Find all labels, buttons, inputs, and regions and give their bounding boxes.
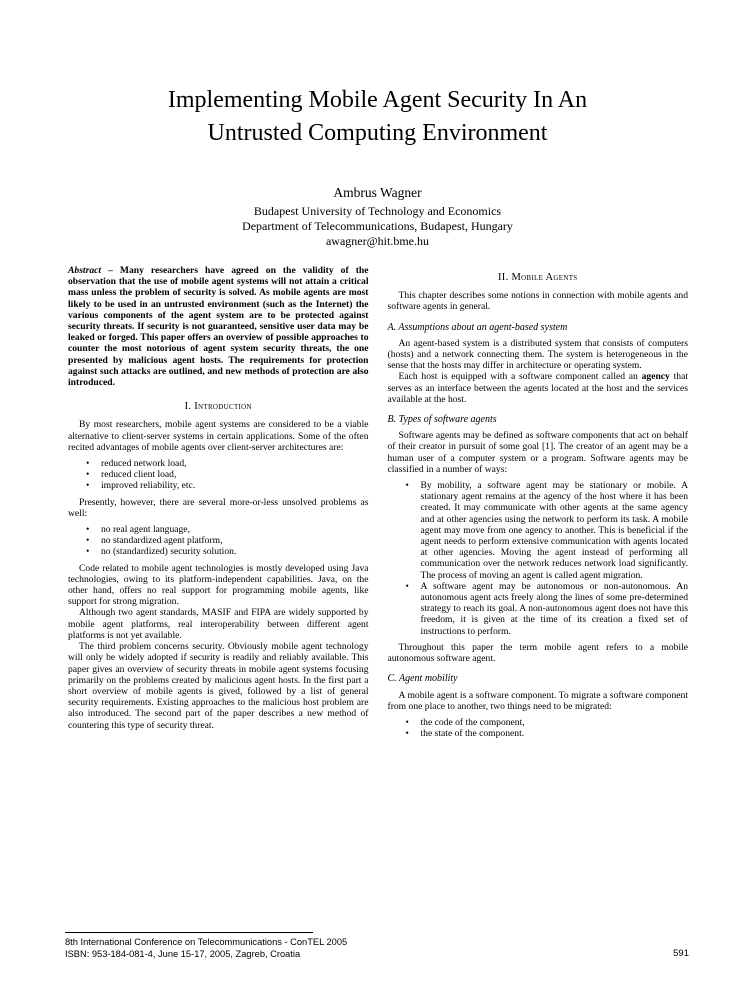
paper-title [0,84,755,150]
mobile-agents-paragraph-1: This chapter describes some notions in connection with mobile agents and software agents in general. [387,290,688,313]
subsection-b-paragraph-2: Throughout this paper the term mobile agent refers to a mobile autonomous software agent. [387,641,688,665]
subsection-c-paragraph-1: A mobile agent is a software component. To migrate a software component from one place to another, two things need to be migrated: [387,689,688,712]
author-name: Ambrus Wagner [333,185,422,200]
intro-paragraph-4: Although two agent standards, MASIF and FIPA are widely supported by mobile agent platforms, real interoperability between different agent platforms is not yet available. [68,607,369,641]
intro-bullet-list-2 [68,524,369,558]
list-item: • the state of the component. [421,728,689,739]
agency-term: agency [641,371,670,383]
intro-bullet-list-1 [68,458,369,492]
paragraph-text: that serves as an interface between the agents located at the host and the services available at the host. [387,371,688,405]
author-affiliation-2: Department of Telecommunications, Budapest, Hungary [242,219,513,233]
list-item: • the code of the component, [421,717,689,728]
footer-isbn-line: ISBN: 953-184-081-4, June 15-17, 2005, Zagreb, Croatia [65,948,301,959]
author-block [0,184,755,249]
subsection-a-paragraph-1: An agent-based system is a distributed system that consists of computers (hosts) and a network connecting them. The system is heterogeneous in the sense that the hosts may differ in architecture or operating system. [387,337,688,372]
subsection-heading-c: C. Agent mobility [387,673,458,685]
intro-paragraph-5: The third problem concerns security. Obviously mobile agent technology will only be widely adopted if security is readily and reliably available. This paper gives an overview of security threats in mobile agent systems focusing primarily on the problems created by malicious agent hosts. In the first part a short overview of mobile agents is gived, followed by a list of general security requirements. Existing approaches to the malicious host problem are also introduced. The second part of the paper describes a new method of countering this type of security threat. [68,641,369,731]
list-item: • By mobility, a software agent may be stationary or mobile. A stationary agent remains at the agency of the host where it has been created. It may communicate with other agents at the same agency and at other agencies using the network to perform its task. A mobile agent may move from one agency to another. This is beneficial if the agent needs to perform extensive communication with agents located at other agencies. Moving the agent instead of performing all communication over the network reduces network load significantly. The process of moving an agent is called agent migration. [421,480,689,581]
section-heading-mobile-agents: II. Mobile Agents [498,272,578,283]
paragraph-text: Each host is equipped with a software component called an [398,371,642,383]
subsection-a-paragraph-2 [388,371,689,405]
author-affiliation-1: Budapest University of Technology and Economics [253,204,502,218]
two-column-body [68,265,688,744]
paper-title-line2: Untrusted Computing Environment [207,120,548,146]
subsection-c-bullet-list [388,717,689,739]
intro-paragraph-1: By most researchers, mobile agent systems are considered to be a viable alternative to client-server systems in certain applications. Some of the often recited advantages of mobile agents over client-server architectures are: [68,419,369,453]
subsection-heading-a: A. Assumptions about an agent-based system [387,321,568,333]
paper-title-line1: Implementing Mobile Agent Security In An [167,87,588,113]
right-column [388,265,689,744]
list-item: • A software agent may be autonomous or non-autonomous. An autonomous agent acts freely along the lines of some pre-determined strategy to reach its goal. A non-autonomous agent does not have this freedom, it is given at the time of its creation a fixed set of instructions to perform. [421,581,689,637]
abstract-paragraph [68,265,369,388]
intro-paragraph-2: Presently, however, there are several more-or-less unsolved problems as well: [68,496,369,519]
abstract-label: Abstract [68,265,102,276]
list-item: • no real agent language, [101,524,369,535]
list-item: • reduced client load, [101,469,369,480]
list-item: • reduced network load, [101,458,369,469]
author-email: awagner@hit.bme.hu [325,234,430,248]
footer-text [65,937,347,960]
list-item: • improved reliability, etc. [101,480,369,491]
list-item: • no standardized agent platform, [101,535,369,546]
left-column [68,265,369,744]
subsection-heading-b: B. Types of software agents [387,414,497,426]
subsection-b-bullet-list [388,480,689,637]
list-item: • no (standardized) security solution. [101,546,369,557]
page-number: 591 [673,948,689,959]
subsection-b-paragraph-1: Software agents may be defined as software components that act on behalf of their creator in pursuit of some goal [1]. The creator of an agent may be a human user of a computer system or a program. Software agents may be classified in a number of ways: [387,430,688,475]
intro-paragraph-3: Code related to mobile agent technologies is mostly developed using Java technologies, owing to its platform-independent capabilities. Java, on the other hand, offers no real support for programming mobile agents, like support for strong migration. [68,562,369,608]
abstract-text: – Many researchers have agreed on the validity of the observation that the use of mobile agent systems will not attain a critical mass unless the problem of security is solved. As mobile agents are most likely to be used in an untrusted environment (such as the Internet) the various components of the agent system are to be protected against security threats. If security is not guaranteed, sensitive user data may be leaked or forged. This paper offers an overview of possible approaches to counter the most notorious of agent system security threats, the one presented by malicious agent hosts. The requirements for protection against such attacks are outlined, and new methods of protection are also introduced. [68,265,369,389]
section-heading-introduction: I. Introduction [184,401,252,413]
footer-divider [65,932,313,933]
footer-conference-line: 8th International Conference on Telecommunications - ConTEL 2005 [65,937,348,947]
